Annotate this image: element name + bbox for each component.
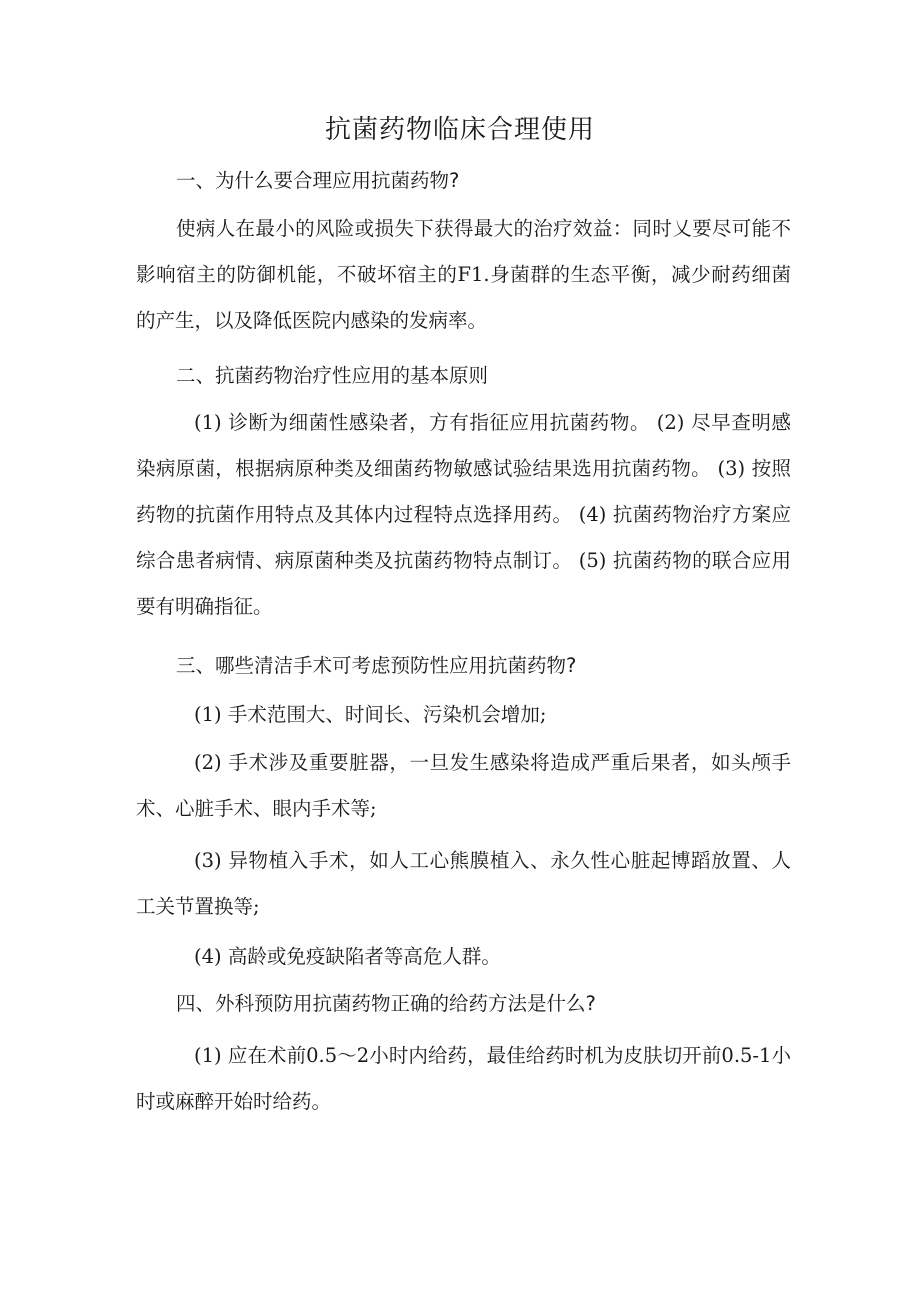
paragraph-2: (1) 诊断为细菌性感染者，方有指征应用抗菌药物。 (2) 尽早查明感染病原菌，根据病原种类及细菌药物敏感试验结果选用抗菌药物。 (3) 按照药物的抗菌作用特点及其体内过程特点选择用药。 (4) 抗菌药物治疗方案应综合患者病情、病原菌种类及抗菌药物特点制订。 (5) 抗菌药物的联合应用要有明确指征。 [136,411,791,618]
document-title: 抗菌药物临床合理使用 [324,115,595,145]
section-heading-3: 三、哪些清洁手术可考虑预防性应用抗菌药物? [176,654,577,677]
section-heading-2: 二、抗菌药物治疗性应用的基本原则 [176,364,489,387]
list-item-3: (3) 异物植入手术，如人工心熊膜植入、永久性心脏起博蹈放置、人工关节置换等; [136,849,791,918]
list-item-1: (1) 手术范围大、时间长、污染机会增加; [194,703,547,726]
section-heading-1: 一、为什么要合理应用抗菌药物? [176,169,460,192]
list-item-2: (2) 手术涉及重要脏器，一旦发生感染将造成严重后果者，如头颅手术、心脏手术、眼内手术等; [136,751,791,820]
paragraph-1: 使病人在最小的风险或损失下获得最大的治疗效益：同时乂要尽可能不影响宿主的防御机能，不破坏宿主的F1.身菌群的生态平衡，减少耐药细菌的产生，以及降低医院内感染的发病率。 [136,217,791,332]
paragraph-4: (1) 应在术前0.5〜2小时内给药，最佳给药时机为皮肤切开前0.5-1小时或麻醉开始时给药。 [136,1044,791,1113]
section-heading-4: 四、外科预防用抗菌药物正确的给药方法是什么? [176,992,596,1015]
list-item-4: (4) 高龄或免疫缺陷者等高危人群。 [194,945,501,968]
